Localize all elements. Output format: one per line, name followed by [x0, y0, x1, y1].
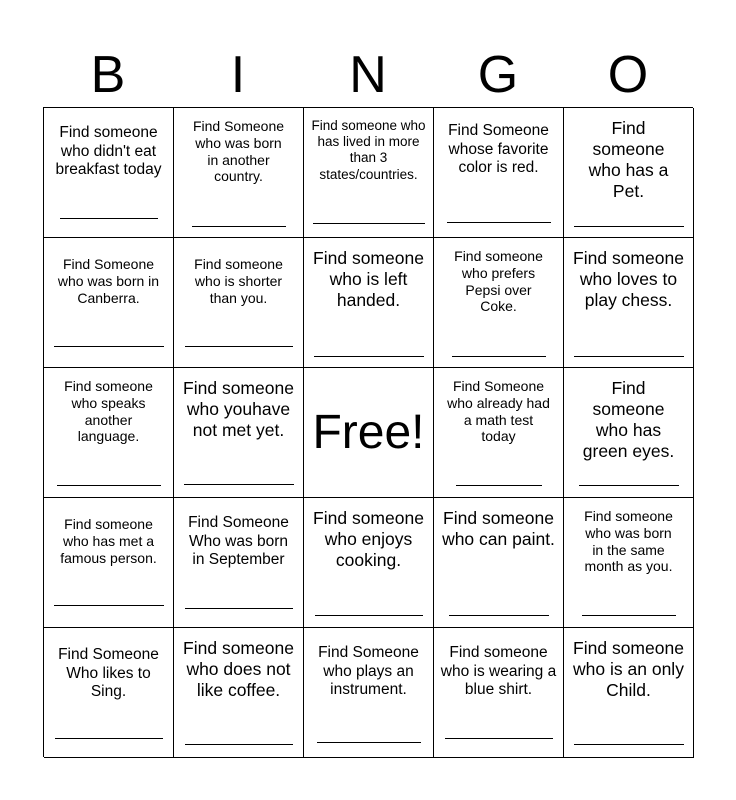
- bingo-cell[interactable]: [174, 368, 304, 498]
- signature-line[interactable]: [185, 744, 293, 745]
- header-letter-b: B: [90, 46, 126, 104]
- bingo-cell[interactable]: [44, 238, 174, 368]
- cell-text: Find someone who can paint.: [442, 508, 555, 549]
- signature-line[interactable]: [313, 223, 425, 224]
- signature-line[interactable]: [574, 226, 684, 227]
- bingo-cell[interactable]: [174, 238, 304, 368]
- cell-text: Find Someone who already had a math test today: [447, 378, 550, 445]
- header-letter-n: N: [349, 46, 387, 104]
- signature-line[interactable]: [456, 485, 542, 486]
- header-letter-g: G: [477, 46, 519, 104]
- signature-line[interactable]: [184, 484, 294, 485]
- signature-line[interactable]: [579, 485, 679, 486]
- signature-line[interactable]: [315, 615, 423, 616]
- signature-line[interactable]: [192, 226, 286, 227]
- bingo-cell[interactable]: [304, 108, 434, 238]
- cell-text: Find someone who didn't eat breakfast today: [55, 124, 162, 179]
- signature-line[interactable]: [574, 744, 684, 745]
- header-letter-i: I: [230, 46, 246, 104]
- bingo-cell[interactable]: [564, 628, 694, 758]
- signature-line[interactable]: [54, 346, 164, 347]
- cell-text: Find Someone whose favorite color is red.: [448, 122, 549, 177]
- signature-line[interactable]: [57, 485, 161, 486]
- signature-line[interactable]: [185, 608, 293, 609]
- bingo-cell[interactable]: [434, 628, 564, 758]
- cell-text: Find someone who is wearing a blue shirt.: [440, 644, 557, 699]
- cell-text: Find someone who is left handed.: [313, 248, 424, 310]
- cell-text: Find someone who has lived in more than 3 states/countries.: [311, 118, 426, 182]
- cell-text: Find someone who does not like coffee.: [183, 638, 294, 700]
- cell-text: Find someone who loves to play chess.: [573, 248, 684, 310]
- bingo-cell[interactable]: [564, 498, 694, 628]
- signature-line[interactable]: [60, 218, 158, 219]
- bingo-cell[interactable]: [304, 498, 434, 628]
- bingo-header: [43, 40, 693, 110]
- cell-text: Find someone who has green eyes.: [582, 378, 675, 461]
- signature-line[interactable]: [55, 738, 163, 739]
- bingo-cell[interactable]: [434, 108, 564, 238]
- signature-line[interactable]: [574, 356, 684, 357]
- bingo-cell[interactable]: [44, 108, 174, 238]
- cell-text: Find someone who has a Pet.: [588, 118, 669, 201]
- cell-text: Find someone who has met a famous person.: [60, 516, 157, 566]
- bingo-grid: [43, 107, 693, 757]
- cell-text: Find Someone who was born in Canberra.: [57, 256, 160, 306]
- bingo-cell[interactable]: [434, 368, 564, 498]
- signature-line[interactable]: [54, 605, 164, 606]
- bingo-cell[interactable]: [44, 498, 174, 628]
- header-letter-o: O: [607, 46, 649, 104]
- cell-text: Find someone who speaks another language.: [64, 378, 153, 445]
- bingo-cell[interactable]: [434, 238, 564, 368]
- bingo-cell[interactable]: [44, 628, 174, 758]
- signature-line[interactable]: [449, 615, 549, 616]
- cell-text: Find someone who was born in the same month as you.: [584, 508, 673, 575]
- bingo-cell[interactable]: [44, 368, 174, 498]
- cell-text: Find someone who is an only Child.: [573, 638, 684, 700]
- bingo-cell[interactable]: [434, 498, 564, 628]
- bingo-cell[interactable]: [564, 368, 694, 498]
- bingo-cell[interactable]: [174, 108, 304, 238]
- bingo-cell[interactable]: [304, 628, 434, 758]
- cell-text: Find Someone who plays an instrument.: [318, 644, 419, 699]
- cell-text: Find Someone Who likes to Sing.: [58, 646, 159, 701]
- bingo-cell[interactable]: [304, 238, 434, 368]
- bingo-cell[interactable]: [174, 628, 304, 758]
- free-space-cell[interactable]: [304, 368, 434, 498]
- free-space-text: Free!: [312, 405, 425, 459]
- cell-text: Find someone who is shorter than you.: [194, 256, 283, 306]
- bingo-cell[interactable]: [564, 238, 694, 368]
- bingo-cell[interactable]: [564, 108, 694, 238]
- signature-line[interactable]: [185, 346, 293, 347]
- cell-text: Find Someone who was born in another country.: [192, 118, 285, 185]
- cell-text: Find someone who youhave not met yet.: [183, 378, 294, 440]
- signature-line[interactable]: [317, 742, 421, 743]
- signature-line[interactable]: [445, 738, 553, 739]
- signature-line[interactable]: [452, 356, 546, 357]
- bingo-cell[interactable]: [174, 498, 304, 628]
- signature-line[interactable]: [582, 615, 676, 616]
- cell-text: Find someone who enjoys cooking.: [313, 508, 424, 570]
- cell-text: Find someone who prefers Pepsi over Coke.: [454, 248, 543, 315]
- signature-line[interactable]: [447, 222, 551, 223]
- cell-text: Find Someone Who was born in September: [188, 514, 289, 569]
- signature-line[interactable]: [314, 356, 424, 357]
